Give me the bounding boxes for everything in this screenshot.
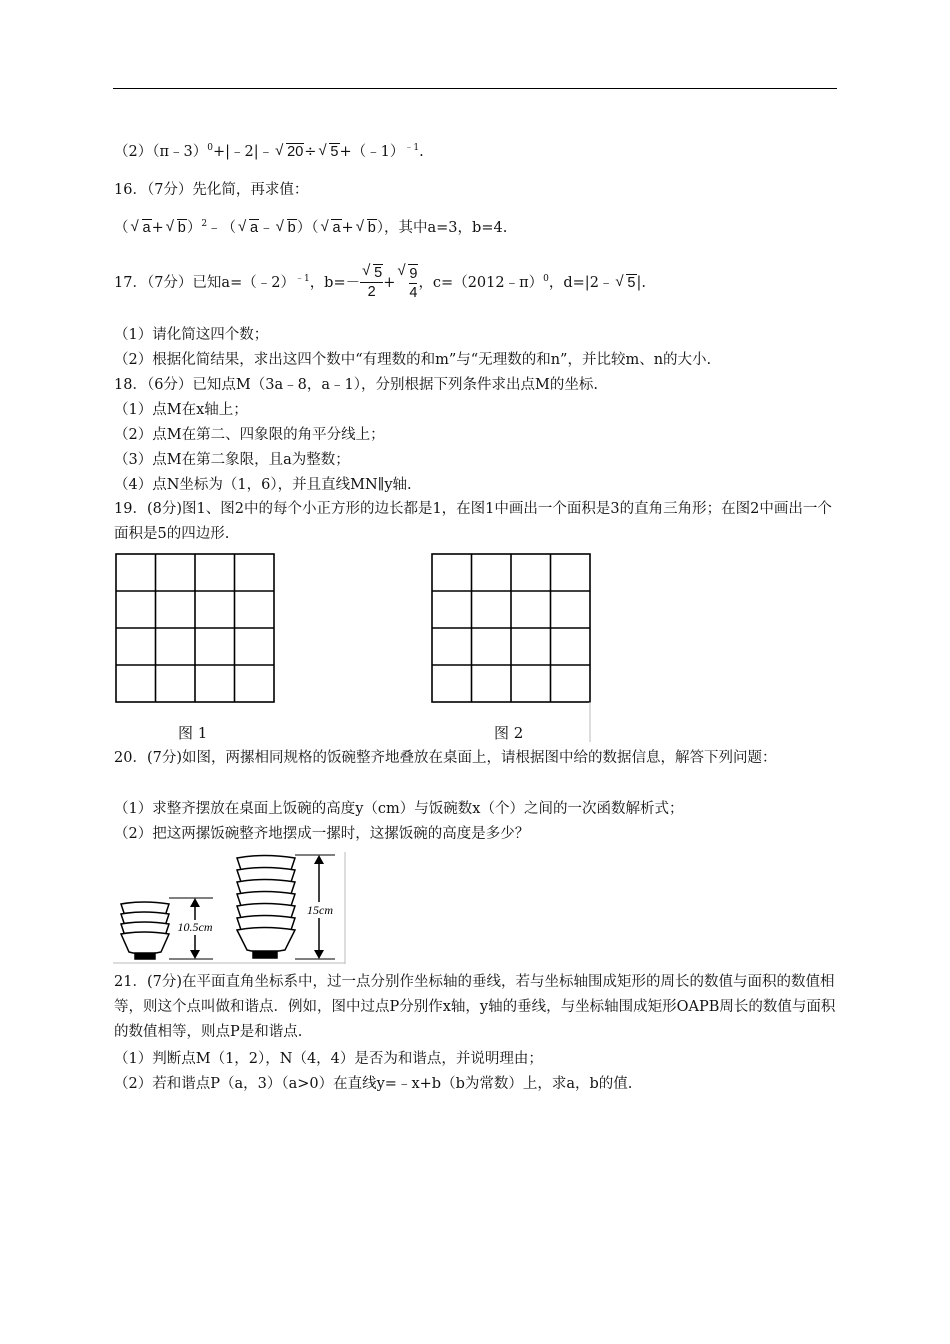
- q18-item-3: （3）点M在第二象限，且a为整数；: [114, 452, 350, 468]
- q18-item-2: （2）点M在第二、四象限的角平分线上；: [114, 427, 385, 443]
- grid-figure-2: [432, 554, 590, 702]
- q16-title: 16．（7分）先化简，再求值：: [114, 182, 309, 198]
- q18-title: 18．（6分）已知点M（3a﹣8，a﹣1），分别根据下列条件求出点M的坐标.: [114, 377, 598, 393]
- q17-header: 17．（7分）已知a=（﹣2）$^{﹣1}$，b=－ √ $\frac{5}{2}$ + √ $\frac{9}{4}$ ，c=（2012﹣π）$^0$，d=|2﹣√ 5|.: [114, 264, 646, 302]
- figure-2-caption: 图 2: [494, 724, 524, 742]
- q19-text: 19．(8分)图1、图2中的每个小正方形的边长都是1，在图1中画出一个面积是3的直角三角形；在图2中画出一个面积是5的四边形.: [114, 501, 832, 542]
- grid-figures: [113, 552, 593, 744]
- q20-item-1: （1）求整齐摆放在桌面上饭碗的高度y（cm）与饭碗数x（个）之间的一次函数解析式；: [114, 801, 684, 817]
- fraction-sqrt5-over-2: √ $\frac{5}{2}$: [360, 264, 383, 301]
- q21-item-1: （1）判断点M（1，2），N（4，4）是否为和谐点，并说明理由；: [114, 1051, 543, 1067]
- q17-item-1: （1）请化简这四个数；: [114, 327, 269, 343]
- q18-item-4: （4）点N坐标为（1，6），并且直线MN∥y轴.: [114, 477, 412, 493]
- grid-figure-1: [116, 554, 274, 702]
- sqrt-20: √ 20: [275, 144, 304, 160]
- header-rule: [113, 88, 837, 89]
- q18-item-1: （1）点M在x轴上；: [114, 402, 248, 418]
- q20-text: 20．(7分)如图，两摞相同规格的饭碗整齐地叠放在桌面上，请根据图中给的数据信息，解答下列问题：: [114, 750, 777, 766]
- figure-1-caption: 图 1: [178, 724, 208, 742]
- left-height-label: 10.5cm: [177, 920, 213, 934]
- bowl-stacks-figure: [113, 850, 353, 966]
- q17-item-2: （2）根据化简结果，求出这四个数中“有理数的和m”与“无理数的和n”，并比较m、n的大小.: [114, 352, 712, 368]
- sqrt-9-over-4: √ $\frac{9}{4}$: [397, 264, 418, 302]
- bowl-stack-left: [121, 902, 169, 959]
- q21-item-2: （2）若和谐点P（a，3）（a>0）在直线y=﹣x+b（b为常数）上，求a，b的值.: [114, 1076, 633, 1092]
- q15-part2: （2）（π﹣3）$^0$+|﹣2|﹣√ 20÷√ 5+（﹣1）$^{﹣1}$.: [114, 140, 424, 161]
- sqrt-5: √ 5: [318, 144, 339, 160]
- q21-text: 21．(7分)在平面直角坐标系中，过一点分别作坐标轴的垂线，若与坐标轴围成矩形的周长的数值与面积的数值相等，则这个点叫做和谐点．例如，图中过点P分别作x轴，y轴的垂线，与坐标轴围成矩形OAPB周长的数值与面积的数值相等，则点P是和谐点.: [114, 974, 836, 1040]
- right-height-label: 15cm: [307, 903, 333, 917]
- q16-expression: （√ a+√ b）$^2$﹣（√ a﹣√ b）（√ a+√ b），其中a=3，b=4.: [114, 216, 507, 237]
- q20-item-2: （2）把这两摞饭碗整齐地摆成一摞时，这摞饭碗的高度是多少？: [114, 826, 530, 842]
- bowl-stack-right: [237, 856, 295, 959]
